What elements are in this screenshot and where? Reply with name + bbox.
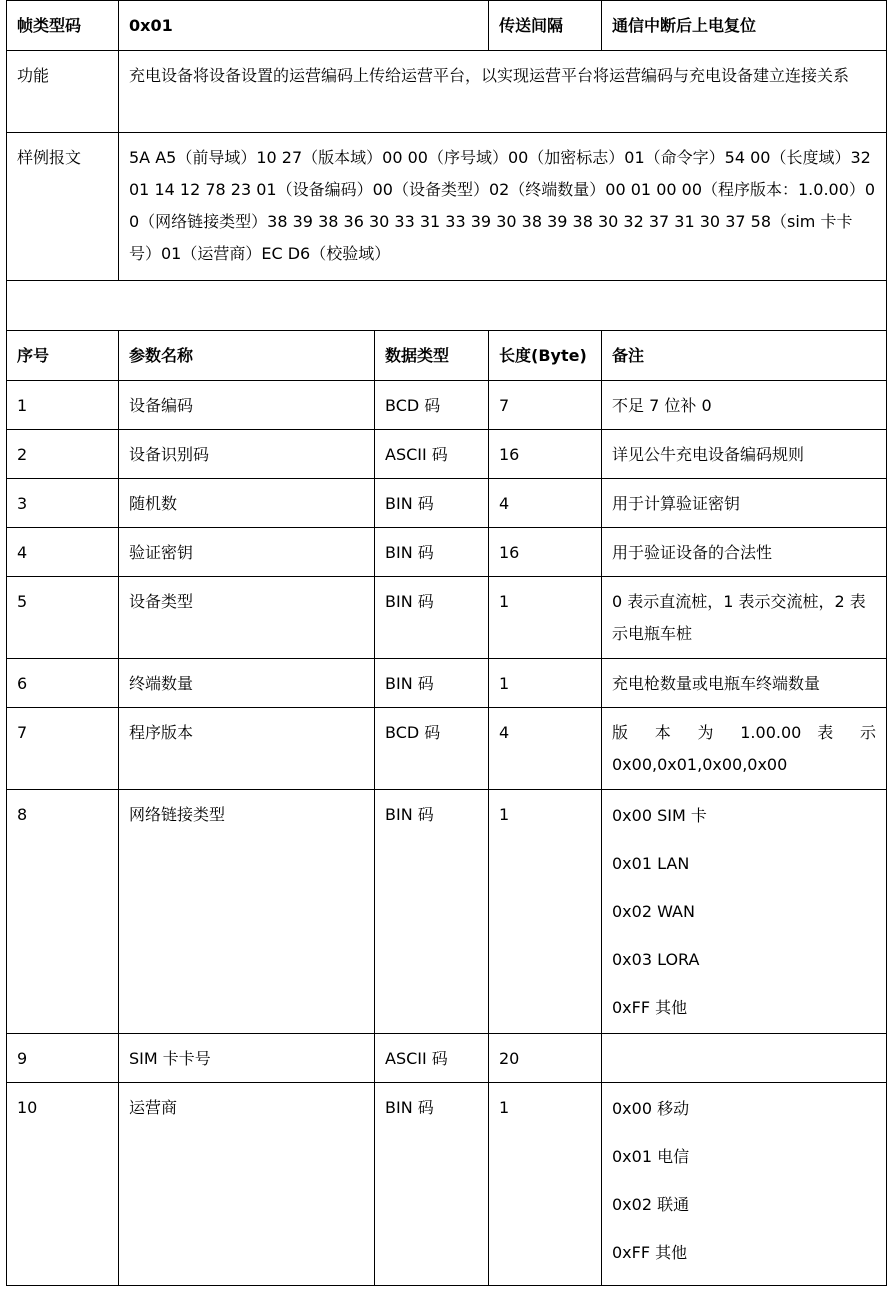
row-index: 7 bbox=[7, 708, 119, 790]
row-length: 1 bbox=[489, 790, 602, 1034]
sample-label: 样例报文 bbox=[7, 133, 119, 281]
row-type: BIN 码 bbox=[375, 577, 489, 659]
table-row bbox=[7, 708, 887, 790]
row-index: 6 bbox=[7, 659, 119, 708]
row-type: ASCII 码 bbox=[375, 1034, 489, 1083]
row-remark bbox=[602, 708, 887, 790]
col-name-header: 参数名称 bbox=[119, 331, 375, 381]
col-type-header: 数据类型 bbox=[375, 331, 489, 381]
row-type: BIN 码 bbox=[375, 790, 489, 1034]
row-name: SIM 卡卡号 bbox=[119, 1034, 375, 1083]
interval-label: 传送间隔 bbox=[489, 1, 602, 51]
table-row bbox=[7, 790, 887, 1034]
row-name: 运营商 bbox=[119, 1083, 375, 1286]
row-name: 程序版本 bbox=[119, 708, 375, 790]
row-remark: 详见公牛充电设备编码规则 bbox=[602, 430, 887, 479]
row-remark: 用于验证设备的合法性 bbox=[602, 528, 887, 577]
row-index: 10 bbox=[7, 1083, 119, 1286]
frame-header-row bbox=[7, 1, 887, 51]
sample-row bbox=[7, 133, 887, 281]
remark-line: 0xFF 其他 bbox=[612, 1243, 688, 1262]
row-type: BIN 码 bbox=[375, 659, 489, 708]
remark-line: 版 本 为 1.00.00 表 示 bbox=[612, 723, 876, 742]
row-remark: 0 表示直流桩，1 表示交流桩，2 表示电瓶车桩 bbox=[602, 577, 887, 659]
row-index: 2 bbox=[7, 430, 119, 479]
col-remark-header: 备注 bbox=[602, 331, 887, 381]
row-length: 1 bbox=[489, 1083, 602, 1286]
function-row bbox=[7, 51, 887, 133]
row-index: 4 bbox=[7, 528, 119, 577]
frame-type-value: 0x01 bbox=[119, 1, 489, 51]
row-name: 设备识别码 bbox=[119, 430, 375, 479]
remark-line: 0x01 电信 bbox=[612, 1147, 690, 1166]
row-index: 1 bbox=[7, 381, 119, 430]
remark-line: 0x00 移动 bbox=[612, 1099, 690, 1118]
row-remark: 用于计算验证密钥 bbox=[602, 479, 887, 528]
col-length-header: 长度(Byte) bbox=[489, 331, 602, 381]
interval-value: 通信中断后上电复位 bbox=[602, 1, 887, 51]
spacer-row bbox=[7, 281, 887, 331]
frame-info-table bbox=[6, 0, 887, 331]
table-row bbox=[7, 1034, 887, 1083]
row-length: 4 bbox=[489, 479, 602, 528]
row-length: 1 bbox=[489, 659, 602, 708]
row-remark bbox=[602, 1083, 887, 1286]
row-name: 终端数量 bbox=[119, 659, 375, 708]
row-type: BIN 码 bbox=[375, 1083, 489, 1286]
remark-line: 0x01 LAN bbox=[612, 854, 690, 873]
frame-type-label: 帧类型码 bbox=[7, 1, 119, 51]
row-remark bbox=[602, 1034, 887, 1083]
row-remark bbox=[602, 790, 887, 1034]
row-type: ASCII 码 bbox=[375, 430, 489, 479]
sample-text: 5A A5（前导域）10 27（版本域）00 00（序号域）00（加密标志）01（命令字）54 00（长度域）32 01 14 12 78 23 01（设备编码）00（设备类型）02（终端数量）00 01 00 00（程序版本：1.0.00）00（网络链接类型）38 39 38 36 30 33 31 33 39 30 38 39 38 30 32 37 31 30 37 58（sim 卡卡号）01（运营商）EC D6（校验域） bbox=[119, 133, 887, 281]
parameter-table bbox=[6, 330, 887, 1286]
remark-line: 0xFF 其他 bbox=[612, 998, 688, 1017]
table-row bbox=[7, 577, 887, 659]
row-length: 4 bbox=[489, 708, 602, 790]
row-length: 1 bbox=[489, 577, 602, 659]
spacer-cell bbox=[7, 281, 887, 331]
row-length: 16 bbox=[489, 430, 602, 479]
remark-line: 0x03 LORA bbox=[612, 950, 700, 969]
table-row bbox=[7, 479, 887, 528]
row-length: 16 bbox=[489, 528, 602, 577]
remark-line: 0x00 SIM 卡 bbox=[612, 806, 707, 825]
row-type: BIN 码 bbox=[375, 528, 489, 577]
row-name: 设备编码 bbox=[119, 381, 375, 430]
row-name: 验证密钥 bbox=[119, 528, 375, 577]
row-remark: 充电枪数量或电瓶车终端数量 bbox=[602, 659, 887, 708]
col-index-header: 序号 bbox=[7, 331, 119, 381]
row-name: 随机数 bbox=[119, 479, 375, 528]
row-remark: 不足 7 位补 0 bbox=[602, 381, 887, 430]
row-type: BCD 码 bbox=[375, 708, 489, 790]
remark-line: 0x02 联通 bbox=[612, 1195, 690, 1214]
row-index: 9 bbox=[7, 1034, 119, 1083]
row-name: 网络链接类型 bbox=[119, 790, 375, 1034]
row-index: 3 bbox=[7, 479, 119, 528]
table-row bbox=[7, 381, 887, 430]
table-row bbox=[7, 430, 887, 479]
table-row bbox=[7, 659, 887, 708]
table-row bbox=[7, 528, 887, 577]
row-index: 8 bbox=[7, 790, 119, 1034]
row-length: 7 bbox=[489, 381, 602, 430]
row-type: BIN 码 bbox=[375, 479, 489, 528]
row-index: 5 bbox=[7, 577, 119, 659]
parameter-header-row bbox=[7, 331, 887, 381]
remark-line: 0x00,0x01,0x00,0x00 bbox=[612, 755, 788, 774]
row-length: 20 bbox=[489, 1034, 602, 1083]
remark-line: 0x02 WAN bbox=[612, 902, 695, 921]
table-row bbox=[7, 1083, 887, 1286]
row-name: 设备类型 bbox=[119, 577, 375, 659]
function-text: 充电设备将设备设置的运营编码上传给运营平台，以实现运营平台将运营编码与充电设备建立连接关系 bbox=[119, 51, 887, 133]
row-type: BCD 码 bbox=[375, 381, 489, 430]
function-label: 功能 bbox=[7, 51, 119, 133]
